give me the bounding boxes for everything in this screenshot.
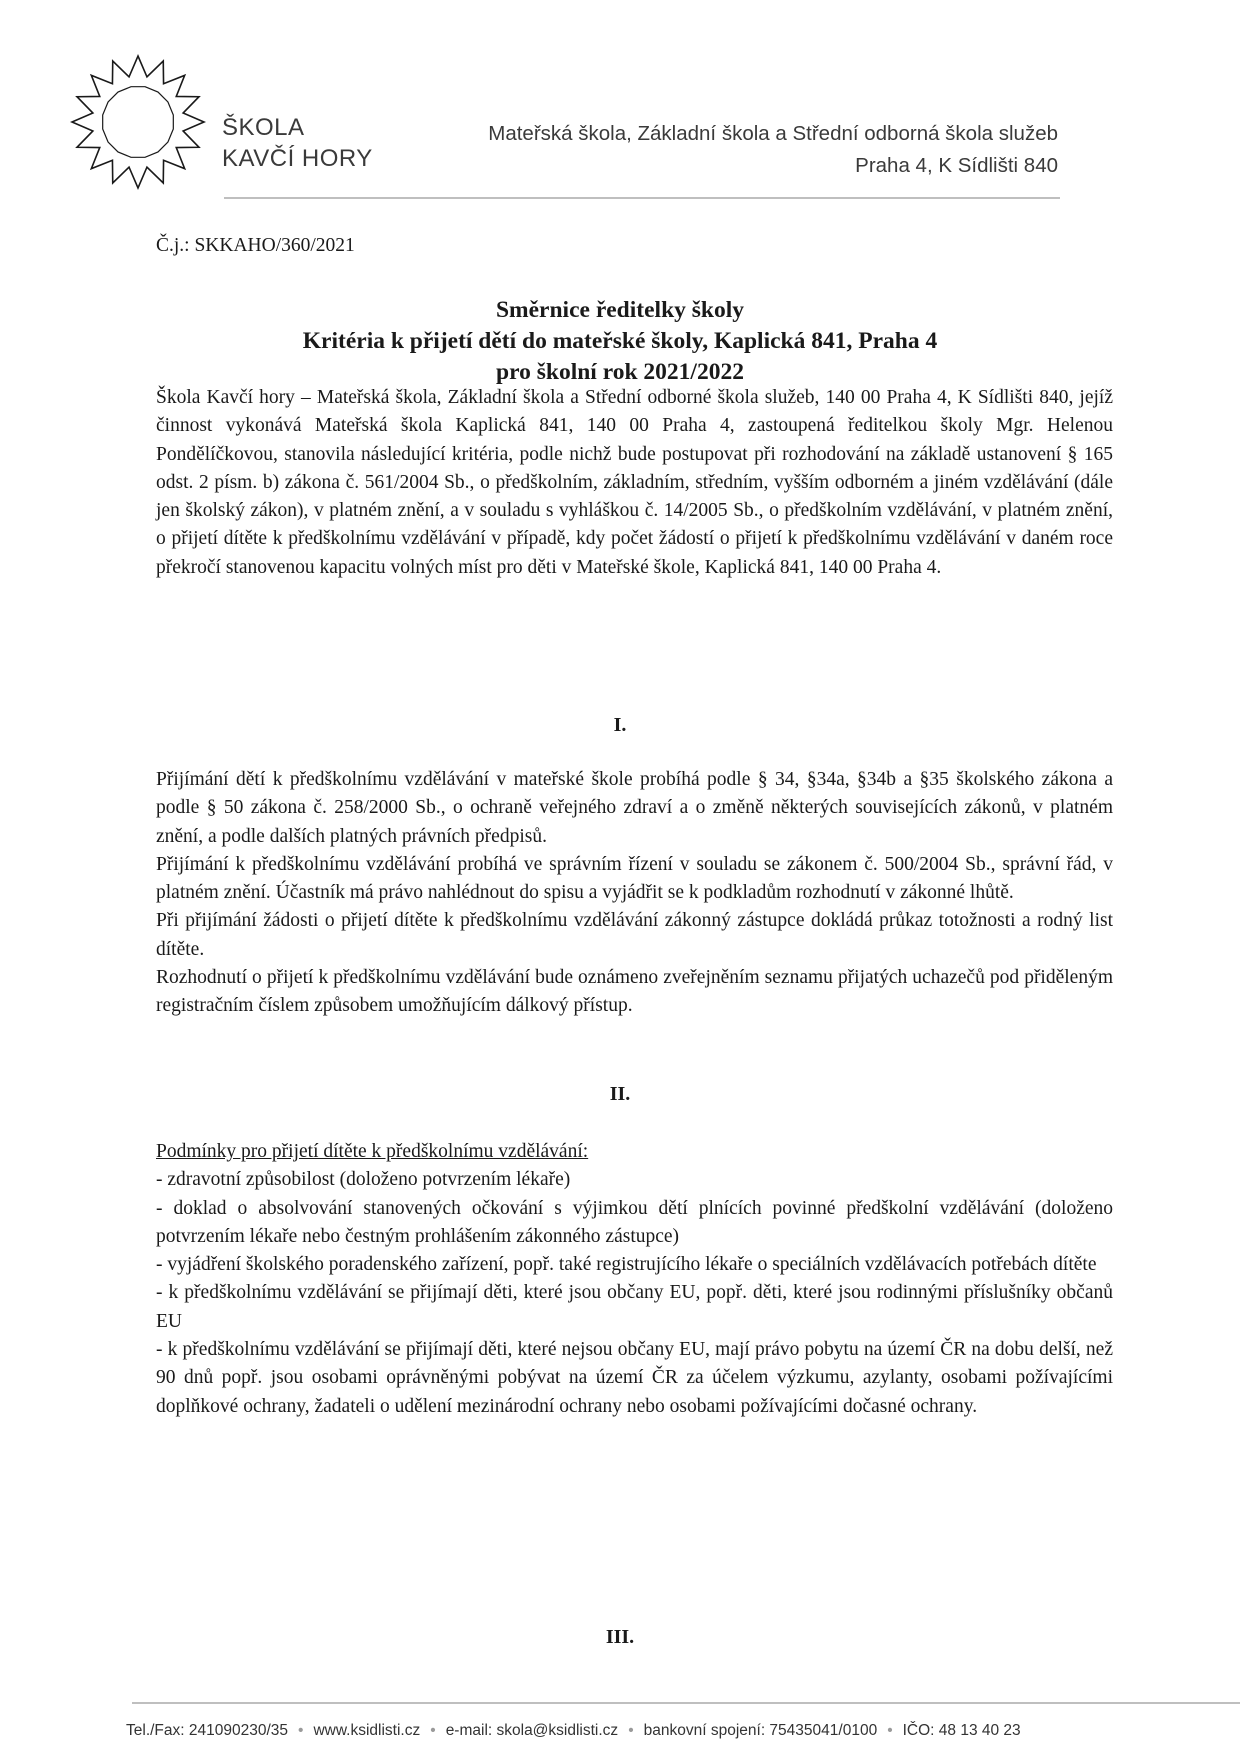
footer-separator: • <box>298 1722 304 1739</box>
school-name: Mateřská škola, Základní škola a Střední odborná škola služeb <box>488 122 1058 145</box>
section-heading-2: II. <box>609 1083 631 1105</box>
footer-bank: bankovní spojení: 75435041/0100 <box>643 1722 878 1739</box>
logo-line-1: ŠKOLA <box>222 114 305 141</box>
condition-item: - doklad o absolvování stanovených očkování s výjimkou dětí plnících povinné předškolní vzdělávání (doloženo potvrzením lékaře nebo čestným prohlášením zákonného zástupce) <box>156 1197 1113 1247</box>
footer-email: e-mail: skola@ksidlisti.cz <box>445 1722 619 1739</box>
page-footer <box>126 1722 1021 1740</box>
section-1-paragraph: Při přijímání žádosti o přijetí dítěte k předškolnímu vzdělávání zákonný zástupce dokládá průkaz totožnosti a rodný list dítěte. <box>156 910 1113 960</box>
reference-number: Č.j.: SKKAHO/360/2021 <box>156 235 355 256</box>
footer-separator: • <box>628 1722 634 1739</box>
school-address: Praha 4, K Sídlišti 840 <box>855 154 1058 177</box>
condition-item: - vyjádření školského poradenského zařízení, popř. také registrujícího lékaře o speciálních vzdělávacích potřebách dítěte <box>156 1254 1097 1276</box>
footer-divider <box>132 1702 1240 1704</box>
footer-separator: • <box>887 1722 893 1739</box>
intro-block <box>156 384 1113 582</box>
section-2-body <box>156 1138 1113 1421</box>
condition-item: - k předškolnímu vzdělávání se přijímají děti, které jsou občany EU, popř. děti, které jsou rodinnými příslušníky občanů EU <box>156 1282 1113 1332</box>
logo-star-icon <box>72 56 204 188</box>
title-line-3: pro školní rok 2021/2022 <box>496 359 744 385</box>
footer-phone: Tel./Fax: 241090230/35 <box>126 1722 289 1739</box>
document-title <box>140 295 1100 388</box>
condition-item: - zdravotní způsobilost (doloženo potvrzením lékaře) <box>156 1169 571 1191</box>
school-logo <box>68 52 208 192</box>
section-heading-1: I. <box>613 714 627 736</box>
section-1-paragraph: Rozhodnutí o přijetí k předškolnímu vzdělávání bude oznámeno zveřejněním seznamu přijatých uchazečů pod přiděleným registračním číslem způsobem umožňujícím dálkový přístup. <box>156 967 1113 1017</box>
conditions-heading: Podmínky pro přijetí dítěte k předškolnímu vzdělávání: <box>156 1141 589 1162</box>
intro-paragraph: Škola Kavčí hory – Mateřská škola, Základní škola a Střední odborné škola služeb, 140 00 Praha 4, K Sídlišti 840, jejíž činnost vykonává Mateřská škola Kaplická 841, 140 00 Praha 4, zastoupená ředitelkou školy Mgr. Helenou Pondělíčkovou, stanovila následující kritéria, podle nichž bude postupovat při rozhodování na základě ustanovení § 165 odst. 2 písm. b) zákona č. 561/2004 Sb., o předškolním, základním, středním, vyšším odborném a jiném vzdělávání (dále jen školský zákon), v platném znění, a v souladu s vyhláškou č. 14/2005 Sb., o předškolním vzdělávání, v platném znění, o přijetí dítěte k předškolnímu vzdělávání v případě, kdy počet žádostí o přijetí k předškolnímu vzdělávání v daném roce překročí stanovenou kapacitu volných míst pro děti v Mateřské škole, Kaplická 841, 140 00 Praha 4. <box>156 387 1113 578</box>
condition-item: - k předškolnímu vzdělávání se přijímají děti, které nejsou občany EU, mají právo pobytu na území ČR na dobu delší, než 90 dnů popř. jsou osobami oprávněnými pobývat na území ČR za účelem výzkumu, azylanty, osobami požívajícími doplňkové ochrany, žadateli o udělení mezinárodní ochrany nebo osobami požívajícími dočasné ochrany. <box>156 1339 1113 1417</box>
section-heading-3: III. <box>605 1626 635 1648</box>
footer-ico: IČO: 48 13 40 23 <box>902 1722 1021 1739</box>
header-divider <box>224 197 1060 199</box>
footer-web: www.ksidlisti.cz <box>313 1722 421 1739</box>
section-1-paragraph: Přijímání dětí k předškolnímu vzdělávání v mateřské škole probíhá podle § 34, §34a, §34b a §35 školského zákona a podle § 50 zákona č. 258/2000 Sb., o ochraně veřejného zdraví a o změně některých souvisejících zákonů, v platném znění, a podle dalších platných právních předpisů. <box>156 769 1113 847</box>
title-line-1: Směrnice ředitelky školy <box>495 297 745 323</box>
section-1-paragraph: Přijímání k předškolnímu vzdělávání probíhá ve správním řízení v souladu se zákonem č. 500/2004 Sb., správní řád, v platném znění. Účastník má právo nahlédnout do spisu a vyjádřit se k podkladům rozhodnutí v zákonné lhůtě. <box>156 853 1113 904</box>
footer-separator: • <box>430 1722 436 1739</box>
logo-line-2: KAVČÍ HORY <box>222 145 373 172</box>
logo-wordmark <box>222 112 373 174</box>
school-header <box>488 118 1058 182</box>
title-line-2: Kritéria k přijetí dětí do mateřské školy, Kaplická 841, Praha 4 <box>302 328 938 354</box>
logo-inner-ring <box>103 87 174 158</box>
section-1-body <box>156 766 1113 1021</box>
